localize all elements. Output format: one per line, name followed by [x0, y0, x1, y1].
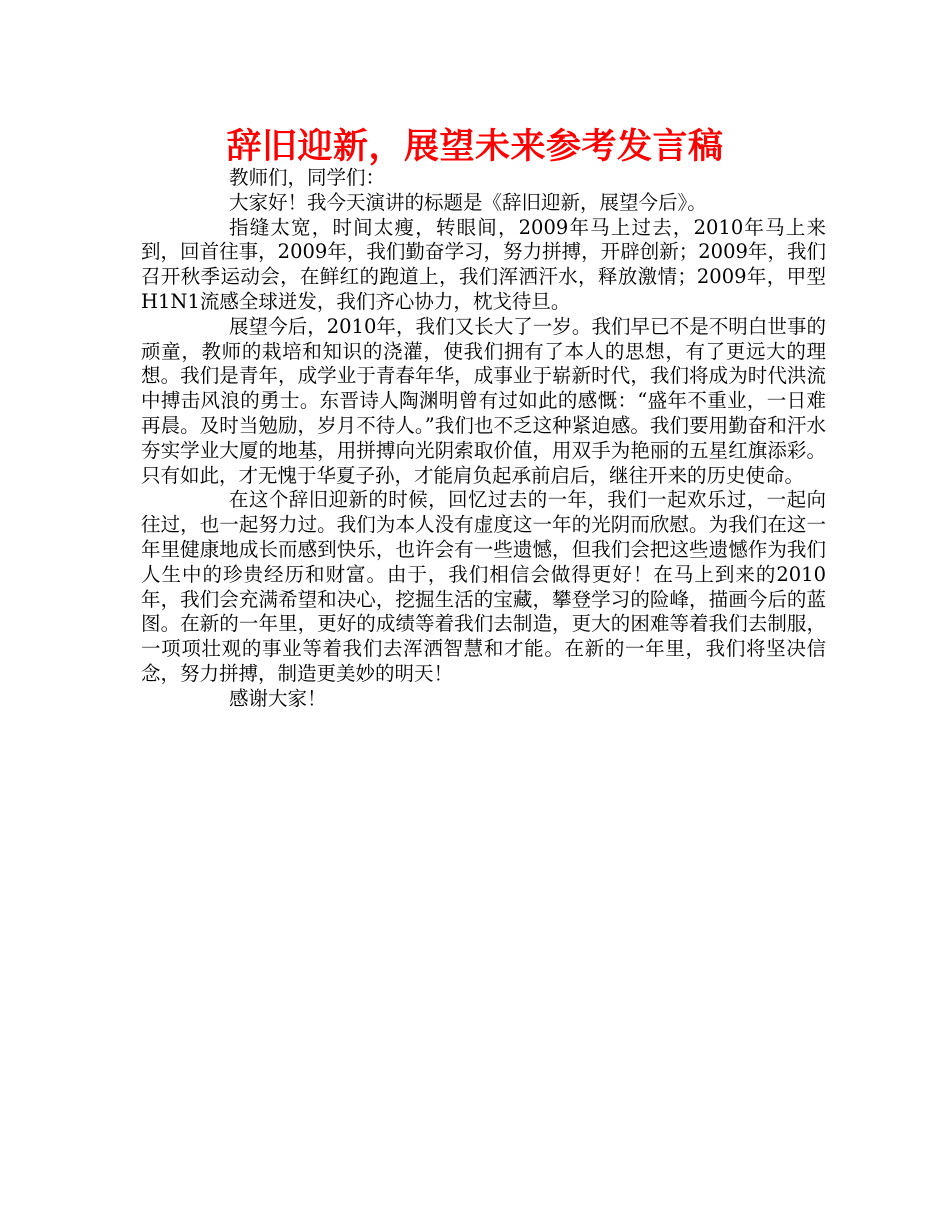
paragraph-thanks: 感谢大家！: [229, 686, 327, 710]
document-body: [141, 166, 826, 712]
paragraph-greeting: 大家好！我今天演讲的标题是《辞旧迎新，展望今后》。: [229, 190, 707, 214]
salutation: 教师们，同学们：: [229, 166, 386, 189]
paragraph-review-2009: 指缝太宽，时间太瘦，转眼间，2009年马上过去，2010年马上来到，回首往事，2009年，我们勤奋学习，努力拼搏，开辟创新；2009年，我们召开秋季运动会，在鲜红的跑道上，我们浑洒汗水，释放激情；2009年，甲型H1N1流感全球迸发，我们齐心协力，枕戈待旦。: [141, 215, 826, 313]
paragraph-outlook-2010: 展望今后，2010年，我们又长大了一岁。我们早已不是不明白世事的顽童，教师的栽培和知识的浇灌，使我们拥有了本人的思想，有了更远大的理想。我们是青年，成学业于青春年华，成事业于崭新时代，我们将成为时代洪流中搏击风浪的勇士。东晋诗人陶渊明曾有过如此的感慨：“盛年不重业，一日难再晨。及时当勉励，岁月不待人。”我们也不乏这种紧迫感。我们要用勤奋和汗水夯实学业大厦的地基，用拼搏向光阴索取价值，用双手为艳丽的五星红旗添彩。只有如此，才无愧于华夏子孙，才能肩负起承前启后，继往开来的历史使命。: [141, 314, 826, 487]
paragraph-reflection: 在这个辞旧迎新的时候，回忆过去的一年，我们一起欢乐过，一起向往过，也一起努力过。我们为本人没有虚度这一年的光阴而欣慰。为我们在这一年里健康地成长而感到快乐，也许会有一些遗憾，但我们会把这些遗憾作为我们人生中的珍贵经历和财富。由于，我们相信会做得更好！在马上到来的2010年，我们会充满希望和决心，挖掘生活的宝藏，攀登学习的险峰，描画今后的蓝图。在新的一年里，更好的成绩等着我们去制造，更大的困难等着我们去制服，一项项壮观的事业等着我们去浑洒智慧和才能。在新的一年里，我们将坚决信念，努力拼搏，制造更美妙的明天！: [141, 488, 826, 685]
document-title: 辞旧迎新，展望未来参考发言稿: [226, 127, 724, 167]
